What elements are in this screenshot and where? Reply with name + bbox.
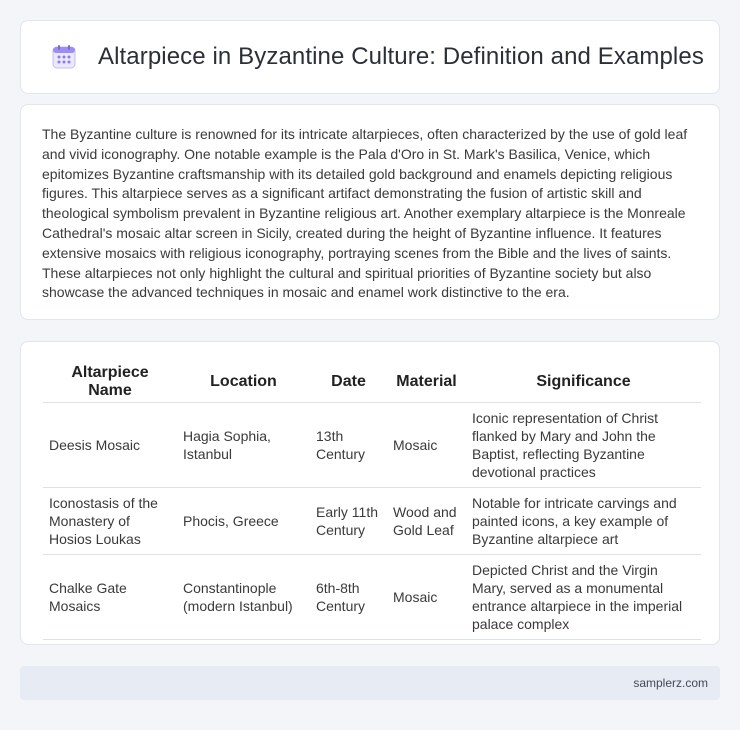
cell-location: Constantinople (modern Istanbul): [177, 555, 310, 640]
column-header-name: Altarpiece Name: [43, 360, 177, 403]
cell-name: Iconostasis of the Monastery of Hosios Loukas: [43, 488, 177, 555]
cell-significance: Iconic representation of Christ flanked by Mary and John the Baptist, reflecting Byzantine devotional practices: [466, 403, 701, 488]
column-header-material: Material: [387, 360, 466, 403]
cell-location: Hagia Sophia, Istanbul: [177, 403, 310, 488]
intro-card: [20, 104, 720, 320]
header-card: [20, 20, 720, 94]
cell-material: Mosaic: [387, 403, 466, 488]
cell-name: Deesis Mosaic: [43, 403, 177, 488]
table-header-row: [43, 360, 701, 403]
cell-date: 13th Century: [310, 403, 387, 488]
footer-site-link[interactable]: samplerz.com: [633, 676, 708, 690]
table-row: [43, 403, 701, 488]
table-card: [20, 341, 720, 645]
table-row: [43, 488, 701, 555]
cell-name: Chalke Gate Mosaics: [43, 555, 177, 640]
column-header-significance: Significance: [466, 360, 701, 403]
intro-paragraph: The Byzantine culture is renowned for its intricate altarpieces, often characterized by the use of gold leaf and vivid iconography. One notable example is the Pala d'Oro in St. Mark's Basilica, Venice, which epitomizes Byzantine craftsmanship with its detailed gold background and enamels depicting religious figures. This altarpiece serves as a significant artifact demonstrating the fusion of artistic skill and theological symbolism prevalent in Byzantine religious art. Another exemplary altarpiece is the Monreale Cathedral's mosaic altar screen in Sicily, created during the height of Byzantine influence. It features extensive mosaics with religious iconography, portraying scenes from the Bible and the lives of saints. These altarpieces not only highlight the cultural and spiritual priorities of Byzantine society but also showcase the advanced techniques in mosaic and enamel work distinctive to the era.: [42, 126, 688, 301]
calendar-icon: [50, 43, 78, 71]
cell-date: 6th-8th Century: [310, 555, 387, 640]
table-row: [43, 555, 701, 640]
cell-date: Early 11th Century: [310, 488, 387, 555]
cell-material: Wood and Gold Leaf: [387, 488, 466, 555]
column-header-date: Date: [310, 360, 387, 403]
footer-bar: [20, 666, 720, 700]
cell-significance: Depicted Christ and the Virgin Mary, served as a monumental entrance altarpiece in the imperial palace complex: [466, 555, 701, 640]
column-header-location: Location: [177, 360, 310, 403]
page-title: Altarpiece in Byzantine Culture: Definition and Examples: [98, 43, 704, 70]
cell-material: Mosaic: [387, 555, 466, 640]
cell-significance: Notable for intricate carvings and painted icons, a key example of Byzantine altarpiece art: [466, 488, 701, 555]
altarpiece-table: [43, 360, 701, 640]
cell-location: Phocis, Greece: [177, 488, 310, 555]
